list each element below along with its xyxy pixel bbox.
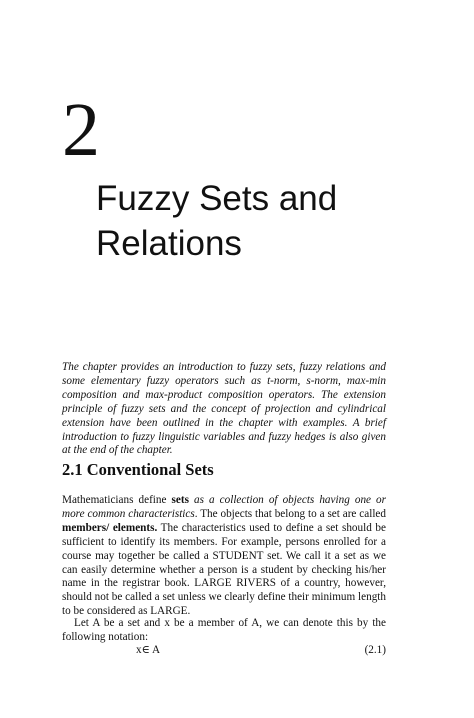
- para1-text-3: . The objects that belong to a set are called: [194, 507, 386, 520]
- chapter-number: 2: [62, 88, 100, 172]
- chapter-title-line-2: Relations: [96, 224, 242, 263]
- chapter-abstract: The chapter provides an introduction to fuzzy sets, fuzzy relations and some elementary fuzzy operators such as t-norm, s-norm, max-min composition and max-product composition operators. The extension principle of fuzzy sets and the concept of projection and cylindrical extension have been outlined in the chapter with examples. A brief introduction to fuzzy linguistic variables and fuzzy hedges is also given at the end of the chapter.: [62, 361, 386, 457]
- body-paragraph-2: Let A be a set and x be a member of A, we can denote this by the following notation:: [62, 617, 386, 643]
- term-sets: sets: [171, 494, 189, 506]
- term-members: members/ elements.: [62, 521, 158, 534]
- chapter-title: [96, 176, 416, 266]
- para1-text-4: The characteristics used to define a set should be sufficient to identify its members. For example, persons enrolled for a course may together be called a STUDENT set. We call it a set as we can easily determine whether a person is a student by checking his/her name in the registrar book. LARGE RIVERS of a country, however, should not be called a set unless we clearly define their minimum length to be considered as LARGE.: [62, 521, 386, 618]
- para1-text-1: Mathematicians define: [62, 494, 172, 506]
- body-paragraph-1: [62, 494, 386, 619]
- equation-2-1: [62, 644, 386, 658]
- section-heading: 2.1 Conventional Sets: [62, 460, 214, 479]
- equation-number: (2.1): [364, 644, 386, 656]
- set-definition-emphasis: as a collection of objects having one or more common characteristics: [62, 494, 387, 520]
- chapter-title-line-1: Fuzzy Sets and: [96, 179, 338, 218]
- equation-expression: x∈ A: [136, 644, 161, 656]
